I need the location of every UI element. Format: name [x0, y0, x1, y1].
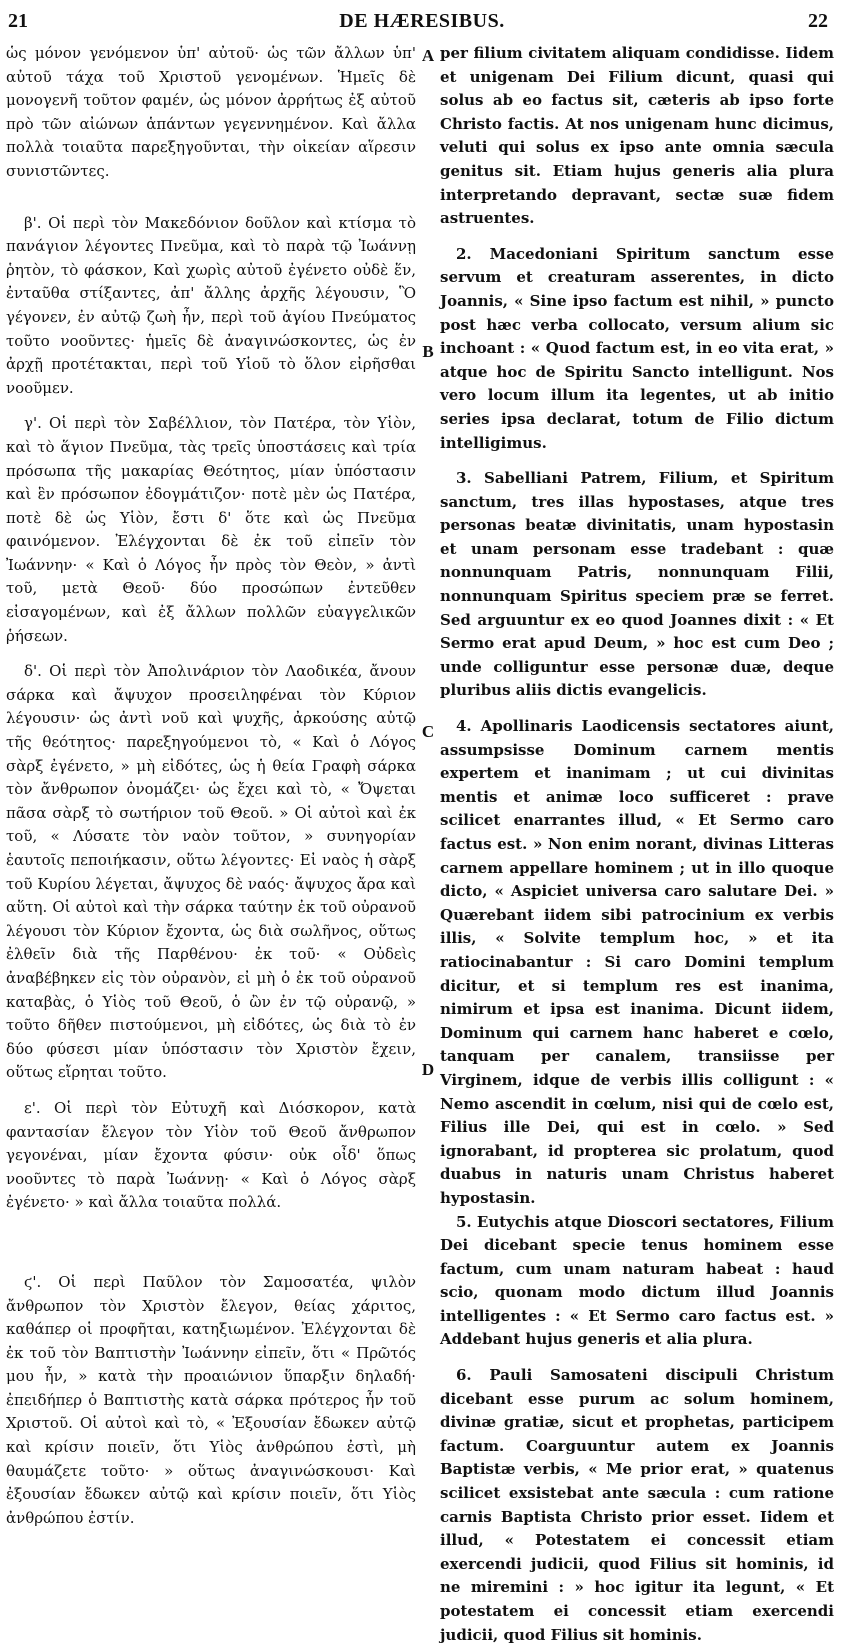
- latin-paragraph-5: 5. Eutychis atque Dioscori sectatores, Filium Dei dicebant specie tenus hominem esse factum, cum unam naturam habeat : haud scio, quonam modo dictum illud Joannis intelligentes : « Et Sermo caro factus est. » Addebant hujus generis et alia plura.: [440, 1212, 834, 1349]
- margin-letter-a: A: [421, 46, 435, 65]
- greek-paragraph-4: δ'. Οἱ περὶ τὸν Ἀπολινάριον τὸν Λαοδικέα, ἄνουν σάρκα καὶ ἄψυχον προσειληφέναι τὸν Κύριον λέγουσιν· ὡς ἀντὶ νοῦ καὶ ψυχῆς, ἀρκούσης αὐτῷ τῆς θεότητος· παρεξηγούμενοι τὸ, « Καὶ ὁ Λόγος σὰρξ ἐγένετο, » μὴ εἰδότες, ὡς ἡ θεία Γραφὴ σάρκα τὸν ἄνθρωπον ὀνομάζει· ὡς ἔχει καὶ τὸ, « Ὄψεται πᾶσα σὰρξ τὸ σωτήριον τοῦ Θεοῦ. » Οἱ αὐτοὶ καὶ ἐκ τοῦ, « Λύσατε τὸν ναὸν τοῦτον, » συνηγορίαν ἑαυτοῖς πεποιήκασιν, οὕτω λέγοντες· Εἰ ναὸς ἡ σὰρξ τοῦ Κυρίου λέγεται, ἄψυχος δὲ ναός· ἄψυχος ἄρα καὶ αὕτη. Οἱ αὐτοὶ καὶ τὴν σάρκα ταύτην ἐκ τοῦ οὐρανοῦ λέγουσι τὸν Κύριον ἔχοντα, ὡς διὰ σωλῆνος, οὕτως ἐλθεῖν διὰ τῆς Παρθένου· ἐκ τοῦ· « Οὐδεὶς ἀναβέβηκεν εἰς τὸν οὐρανὸν, εἰ μὴ ὁ ἐκ τοῦ οὐρανοῦ καταβὰς, ὁ Υἱὸς τοῦ Θεοῦ, ὁ ὢν ἐν τῷ οὐρανῷ, » τοῦτο δῆθεν πιστούμενοι, μὴ εἰδότες, ὡς διὰ τὸ ἐν δύο φύσεσι μίαν ὑπόστασιν τὸν Χριστὸν ἔχειν, οὕτως εἴρηται τοῦτο.: [6, 662, 416, 1082]
- margin-letter-d: D: [421, 1060, 435, 1079]
- latin-paragraph-1: per filium civitatem aliquam condidisse. Iidem et unigenam Dei Filium dicunt, quasi qui solus ab eo factus sit, cæteris ab ipso forte Christo factis. At nos unigenam hunc dicimus, veluti qui solus ex ipso ante omnia sæcula genitus sit. Etiam hujus generis alia plura interpretando depravant, sectæ suæ fidem astruentes.: [440, 44, 834, 228]
- latin-paragraph-4: 4. Apollinaris Laodicensis sectatores aiunt, assumpsisse Dominum carnem mentis expertem et inanimam ; ut cui divinitas mentis et animæ loco sufficeret : prave scilicet enarrantes illud, « Et Sermo caro factus est. » Non enim norant, divinas Litteras carnem appellare hominem ; ut in illo quoque dicto, « Aspiciet universa caro salutare Dei. » Quærebant iidem sibi patrocinium ex verbis illis, « Solvite templum hoc, » et ita ratiocinabantur : Si caro Domini templum dicitur, et si templum res est inanima, nimirum et ipsa est inanima. Dicunt iidem, Dominum qui carnem hanc haberet e cœlo, tanquam per canalem, transiisse per Virginem, idque de verbis illis colligunt : « Nemo ascendit in cœlum, nisi qui de cœlo est, Filius ille Dei, qui est in cœlo. » Sed ignorabant, id propterea sic prolatum, quod duabus in naturis unam Christus haberet hypostasin.: [440, 717, 834, 1207]
- greek-paragraph-6: ϛ'. Οἱ περὶ Παῦλον τὸν Σαμοσατέα, ψιλὸν ἄνθρωπον τὸν Χριστὸν ἔλεγον, θείας χάριτος, καθάπερ οἱ προφῆται, κατηξιωμένον. Ἐλέγχονται δὲ ἐκ τοῦ τὸν Βαπτιστὴν Ἰωάννην εἰπεῖν, ὅτι « Πρῶτός μου ἦν, » κατὰ τὴν προαιώνιον ὕπαρξιν δηλαδή· ἐπειδήπερ ὁ Βαπτιστὴς κατὰ σάρκα πρότερος ἦν τοῦ Χριστοῦ. Οἱ αὐτοὶ καὶ τὸ, « Ἐξουσίαν ἔδωκεν αὐτῷ καὶ κρίσιν ποιεῖν, ὅτι Υἱὸς ἀνθρώπου ἐστὶ, μὴ θαυμάζετε τοῦτο· » οὕτως ἀναγινώσκουσι· Καὶ ἐξουσίαν ἔδωκεν αὐτῷ καὶ κρίσιν ποιεῖν, ὅτι Υἱὸς ἀνθρώπου ἐστίν.: [6, 1272, 416, 1527]
- greek-column: [6, 42, 416, 1530]
- latin-paragraph-3: 3. Sabelliani Patrem, Filium, et Spiritum sanctum, tres illas hypostases, atque tres personas beatæ divinitatis, unam hypostasin et unam personam esse tradebant : quæ nonnunquam Patris, nonnunquam Filii, nonnunquam Spiritus speciem præ se ferret. Sed arguuntur ex eo quod Joannes dixit : « Et Sermo erat apud Deum, » hoc est cum Deo ; unde colliguntur esse personæ duæ, deque pluribus aliis dictis evangelicis.: [440, 469, 834, 700]
- page-number-right: 22: [808, 10, 828, 32]
- margin-letter-c: C: [421, 722, 435, 741]
- running-title: DE HÆRESIBUS.: [339, 10, 505, 32]
- page-number-left: 21: [8, 10, 28, 32]
- greek-paragraph-5: ε'. Οἱ περὶ τὸν Εὐτυχῆ καὶ Διόσκορον, κατὰ φαντασίαν ἔλεγον τὸν Υἱὸν τοῦ Θεοῦ ἄνθρωπον γεγονέναι, μίαν ἔχοντα φύσιν· οὐκ οἶδ' ὅπως νοοῦντες τὸ παρὰ Ἰωάννῃ· « Καὶ ὁ Λόγος σὰρξ ἐγένετο· » καὶ ἄλλα τοιαῦτα πολλά.: [6, 1098, 416, 1212]
- latin-column: [440, 42, 834, 1647]
- running-header: [0, 0, 844, 40]
- greek-paragraph-2: β'. Οἱ περὶ τὸν Μακεδόνιον δοῦλον καὶ κτίσμα τὸ πανάγιον λέγοντες Πνεῦμα, καὶ τὸ παρὰ τῷ Ἰωάννῃ ῥητὸν, τὸ φάσκον, Καὶ χωρὶς αὐτοῦ ἐγένετο οὐδὲ ἕν, ἐνταῦθα στίξαντες, ἀπ' ἄλλης ἀρχῆς λέγουσιν, Ὃ γέγονεν, ἐν αὐτῷ ζωὴ ἦν, περὶ τοῦ ἁγίου Πνεύματος τοῦτο νοοῦντες· ἡμεῖς δὲ ἀναγινώσκοντες, ὡς ἐν ἀρχῇ προτέτακται, περὶ τοῦ Υἱοῦ τὸ ὅλον εἰρῆσθαι νοοῦμεν.: [6, 213, 416, 397]
- margin-letter-b: B: [422, 342, 434, 361]
- latin-paragraph-6: 6. Pauli Samosateni discipuli Christum dicebant esse purum ac solum hominem, divinæ gratiæ, sicut et prophetas, participem factum. Coarguuntur autem ex Joannis Baptistæ verbis, « Me prior erat, » quatenus scilicet exsistebat ante sæcula : cum ratione carnis Baptista Christo prior esset. Iidem et illud, « Potestatem ei concessit etiam exercendi judicii, quod Filius sit hominis, id ne miremini : » hoc igitur ita legunt, « Et potestatem ei concessit etiam exercendi judicii, quod Filius sit hominis.: [440, 1366, 834, 1644]
- greek-paragraph-3: γ'. Οἱ περὶ τὸν Σαβέλλιον, τὸν Πατέρα, τὸν Υἱὸν, καὶ τὸ ἅγιον Πνεῦμα, τὰς τρεῖς ὑποστάσεις καὶ τρία πρόσωπα τῆς μακαρίας Θεότητος, μίαν ὑπόστασιν καὶ ἓν πρόσωπον ἐδογμάτιζον· ποτὲ μὲν ὡς Πατέρα, ποτὲ δὲ ὡς Υἱὸν, ἔστι δ' ὅτε καὶ ὡς Πνεῦμα φαινόμενον. Ἐλέγχονται δὲ ἐκ τοῦ εἰπεῖν τὸν Ἰωάννην· « Καὶ ὁ Λόγος ἦν πρὸς τὸν Θεὸν, » ἀντὶ τοῦ, μετὰ Θεοῦ· δύο προσώπων ἐντεῦθεν εἰσαγομένων, καὶ ἐξ ἄλλων πολλῶν εὐαγγελικῶν ῥήσεων.: [6, 414, 416, 645]
- greek-paragraph-1: ὡς μόνον γενόμενον ὑπ' αὐτοῦ· ὡς τῶν ἄλλων ὑπ' αὐτοῦ τάχα τοῦ Χριστοῦ γενομένων. Ἡμεῖς δὲ μονογενῆ τοῦτον φαμέν, ὡς μόνον ἀρρήτως ἐξ αὐτοῦ πρὸ τῶν αἰώνων ἁπάντων γεγεννημένον. Καὶ ἄλλα πολλὰ τοιαῦτα παρεξηγοῦνται, τὴν οἰκείαν αἵρεσιν συνιστῶντες.: [6, 44, 416, 180]
- latin-paragraph-2: 2. Macedoniani Spiritum sanctum esse servum et creaturam asserentes, in dicto Joannis, « Sine ipso factum est nihil, » puncto post hæc verba collocato, versum alium sic inchoant : « Quod factum est, in eo vita erat, » atque hoc de Spiritu Sancto intelligunt. Nos vero locum illum ita legentes, ut ab initio series ipsa declarat, totum de Filio dictum intelligimus.: [440, 244, 834, 452]
